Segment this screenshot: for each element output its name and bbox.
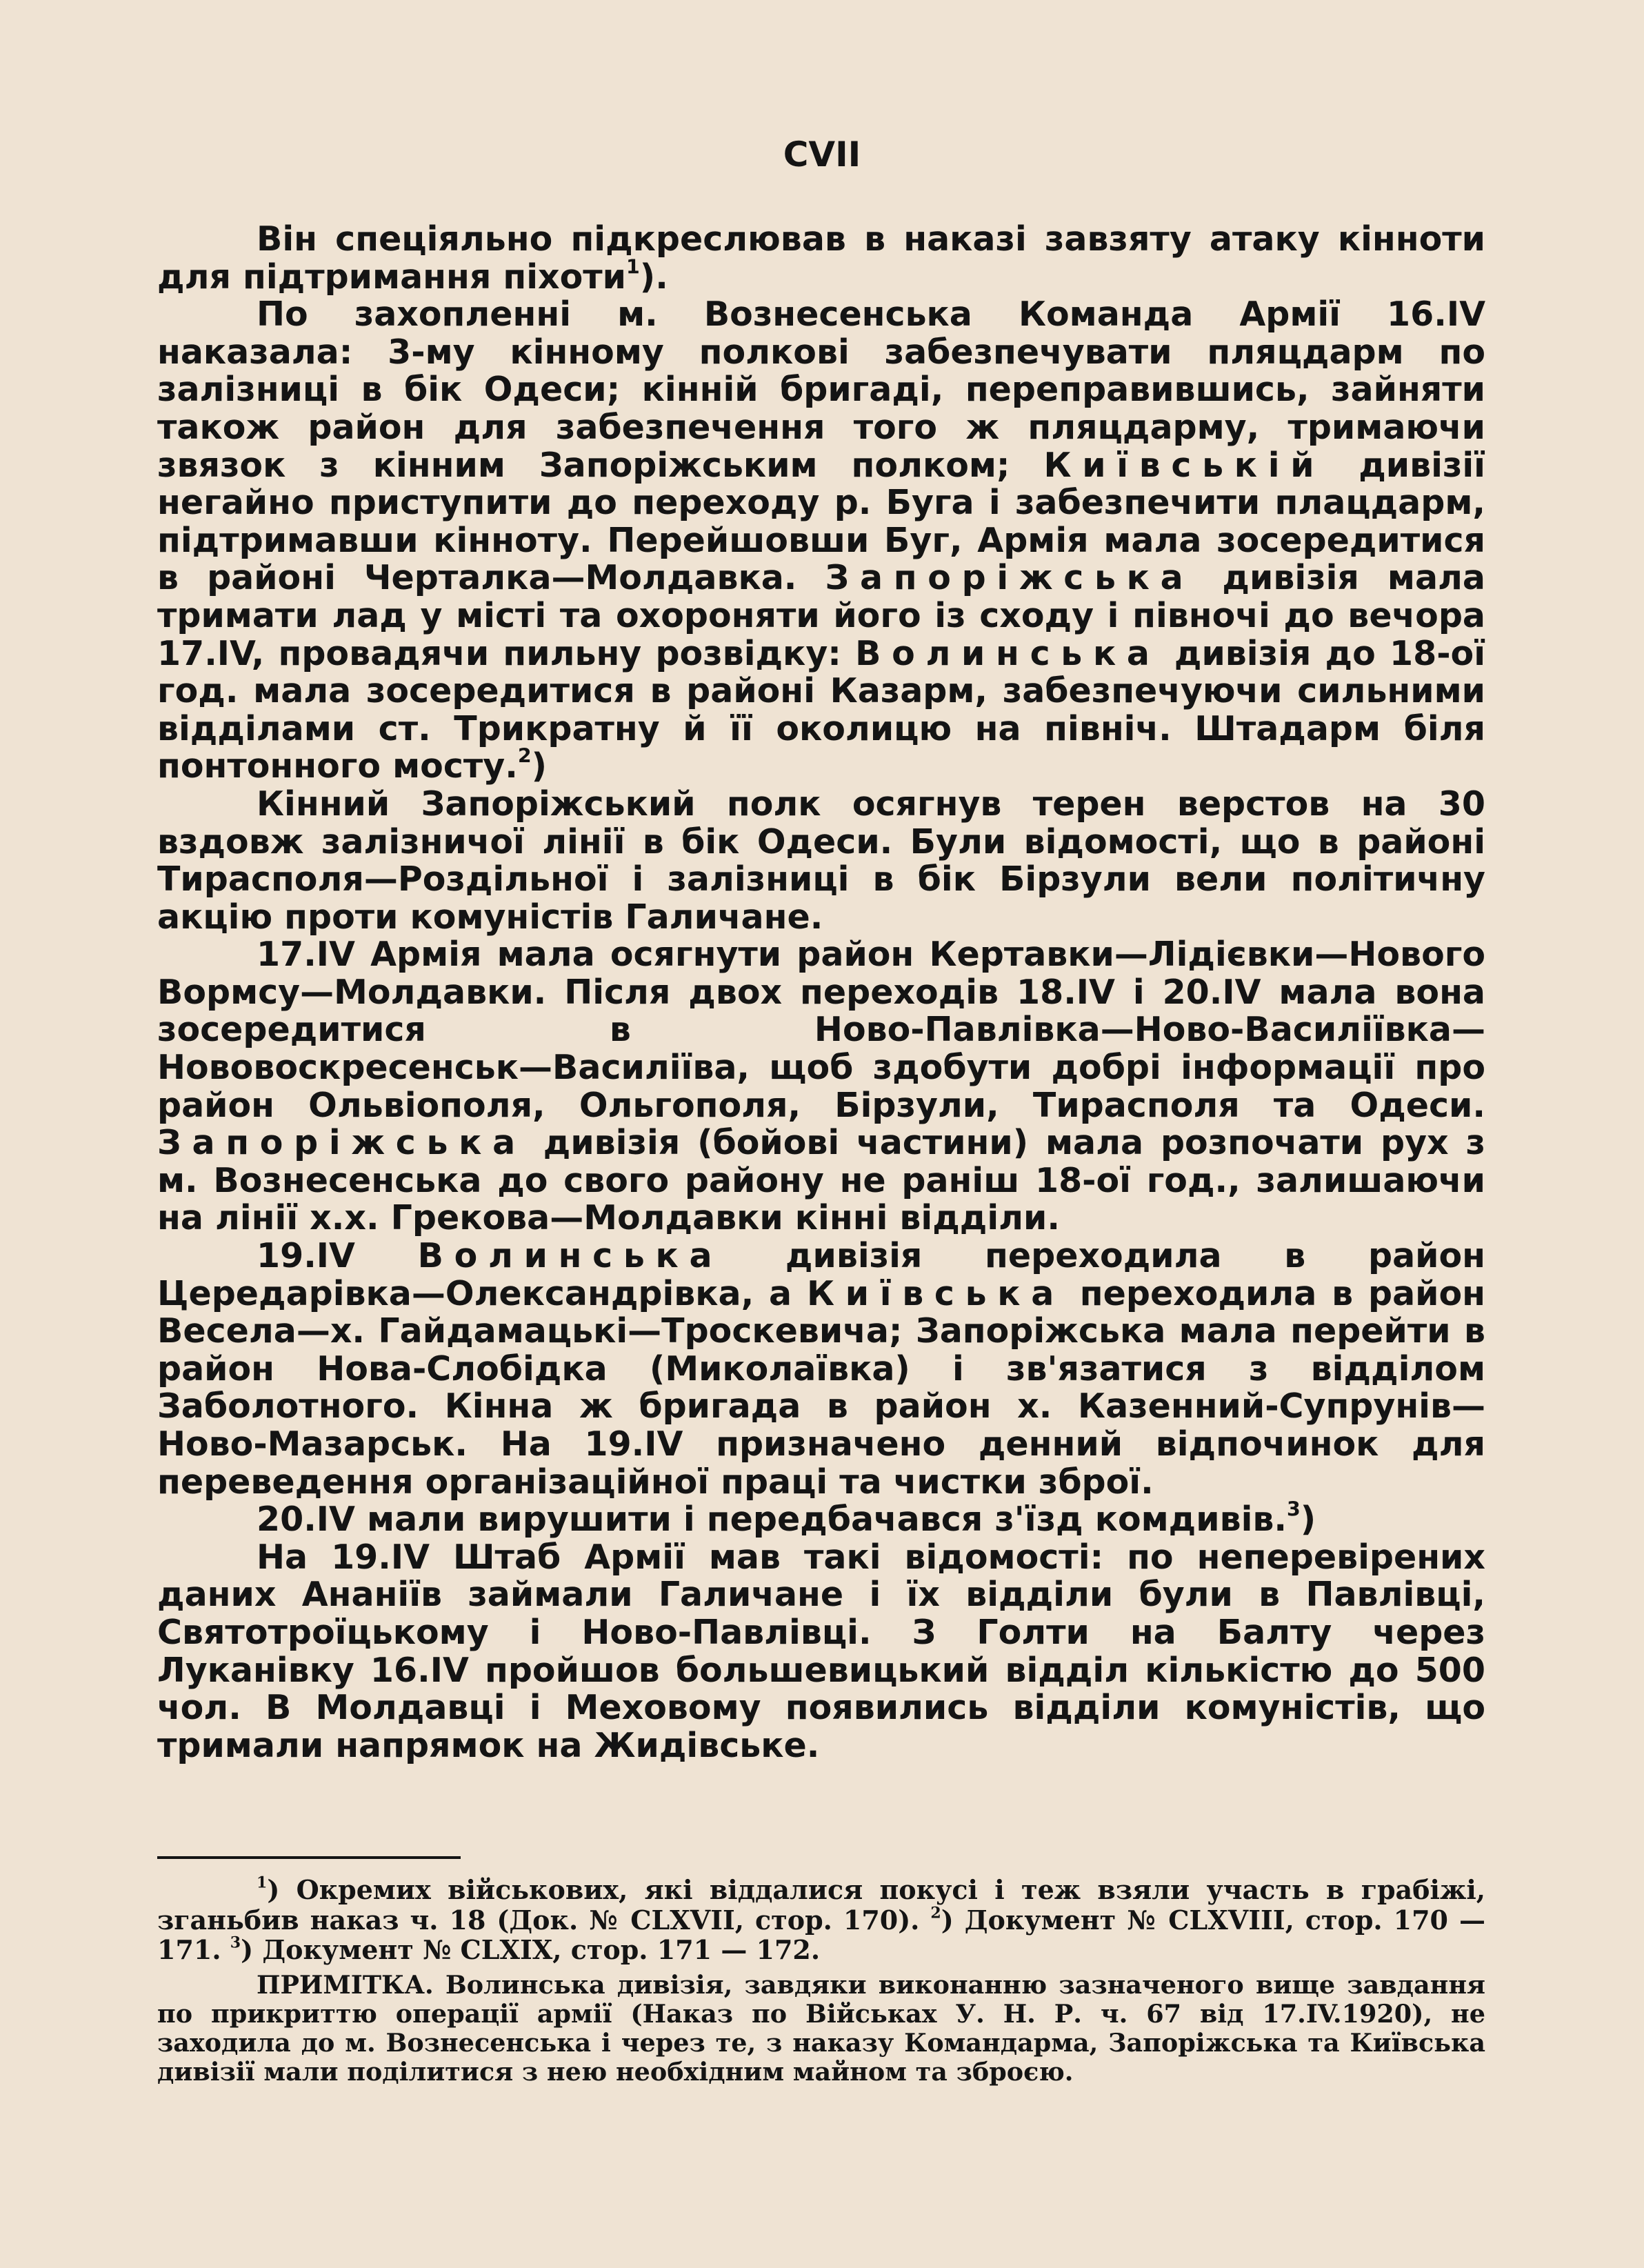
text-run: дивізії негайно приступити до переходу р. Буга і забезпечити плацдарм, підтримавши кінноту. Перейшовши Буг, Армія мала зосередитися в районі Черталка—Молдавка. bbox=[157, 445, 1485, 598]
paragraph-3: Кінний Запоріжський полк осягнув терен верстов на 30 вздовж залізничої лінії в бік Одеси. Були відомості, що в районі Тирасполя—Роздільної і залізниці в бік Бірзули вели політичну акцію проти комуністів Галичане. bbox=[157, 784, 1485, 937]
text-run: ). bbox=[639, 257, 668, 297]
page-number: CVII bbox=[783, 135, 861, 175]
spaced-emphasis: Запоріжська bbox=[157, 1123, 526, 1163]
spaced-emphasis: Запоріжська bbox=[825, 558, 1194, 598]
paragraph-4 bbox=[157, 936, 1485, 1237]
text-run: По захопленні м. Вознесенська Команда Армії 16.IV наказала: 3-му кінному полкові забезпечувати пляцдарм по залізниці в бік Одеси; кінній бригаді, переправившись, зайняти також район для забезпечення того ж пляцдарму, тримаючи звязок з кінним Запоріжським полком; bbox=[157, 295, 1485, 485]
footnote-marker-1: 1 bbox=[257, 1873, 268, 1892]
footnote-2: ) Документ № CLXVIII, стор. 170 — 171. bbox=[157, 1904, 1485, 1965]
footnote-3: ) Документ № CLXIX, стор. 171 — 172. bbox=[241, 1934, 821, 1965]
text-run: дивізія (бойові частини) мала розпочати рух з м. Вознесенська до свого району не раніш 18-ої год., залишаючи на лінії х.х. Грекова—Молдавки кінні відділи. bbox=[157, 1123, 1485, 1238]
paragraph-7: На 19.IV Штаб Армії мав такі відомості: по неперевірених даних Ананіїв займали Галичане і їх відділи були в Павлівці, Святотроїцькому і Ново-Павлівці. З Голти на Балту через Луканівку 16.IV пройшов большевицький відділ кількістю до 500 чол. В Молдавці і Меховому появились відділи комуністів, що тримали напрямок на Жидівське. bbox=[157, 1537, 1485, 1765]
footnote-marker-3: 3 bbox=[230, 1933, 241, 1952]
footnote-ref-1: 1 bbox=[626, 255, 640, 279]
text-run: 17.IV Армія мала осягнути район Кертавки—Лідієвки—Нового Вормсу—Молдавки. Після двох переходів 18.IV і 20.IV мала вона зосередитися в Ново-Павлівка—Ново-Василіївка—Нововоскресенськ—Василіїва, щоб здобути добрі інформації про район Ольвіополя, Ольгополя, Бірзули, Тирасполя та Одеси. bbox=[157, 935, 1485, 1125]
spaced-emphasis: Київська bbox=[806, 1273, 1065, 1313]
spaced-emphasis: Волинська bbox=[417, 1236, 723, 1276]
footnote-ref-3: 3 bbox=[1287, 1498, 1301, 1521]
text-run: дивізія переходила в район Цередарівка—Олександрівка, а bbox=[157, 1236, 1485, 1313]
text-run: 19.IV bbox=[257, 1236, 418, 1276]
text-run: переходила в район Весела—х. Гайдамацькі—Троскевича; Запоріжська мала перейти в район Нова-Слобідка (Миколаївка) і зв'язатися з відділом Заболотного. Кінна ж бригада в район х. Казенний-Супрунів—Ново-Мазарськ. На 19.IV призначено денний відпочинок для переведення організаційної праці та чистки зброї. bbox=[157, 1273, 1485, 1502]
footnote-1: ) Окремих військових, які віддалися покусі і теж взяли участь в грабіжі, зганьбив наказ ч. 18 (Док. № CLXVII, стор. 170). bbox=[157, 1874, 1485, 1936]
text-run: дивізія до 18-ої год. мала зосередитися в районі Казарм, забезпечуючи сильними відділами ст. Трикратну й її околицю на північ. Штадарм біля понтонного мосту. bbox=[157, 633, 1486, 786]
text-run: ) bbox=[1300, 1500, 1316, 1540]
text-run: 20.IV мали вирушити і передбачався з'їзд комдивів. bbox=[257, 1500, 1287, 1540]
main-text bbox=[157, 221, 1485, 1764]
paragraph-6 bbox=[157, 1498, 1485, 1540]
note: ПРИМІТКА. Волинська дивізія, завдяки виконанню зазначеного вище завдання по прикриттю операції армії (Наказ по Військах У. Н. Р. ч. 67 від 17.IV.1920), не заходила до м. Вознесенська і через те, з наказу Командарма, Запоріжська та Київська дивізії мали поділитися з нею необхідним майном та зброєю. bbox=[157, 1969, 1485, 2087]
footnote-list bbox=[157, 1875, 1485, 1965]
text-run: Він спеціяльно підкреслював в наказі завзяту атаку кінноти для підтримання піхоти bbox=[157, 219, 1485, 297]
paragraph-1 bbox=[157, 221, 1485, 296]
footnotes bbox=[157, 1875, 1485, 2087]
text-run: дивізія мала тримати лад у місті та охороняти його із сходу і півночі до вечора 17.IV, провадячи пильну розвідку: bbox=[157, 558, 1486, 673]
spaced-emphasis: Київській bbox=[1043, 445, 1325, 485]
footnote-marker-2: 2 bbox=[930, 1903, 941, 1922]
footnote-ref-2: 2 bbox=[517, 745, 532, 768]
spaced-emphasis: Волинська bbox=[855, 633, 1161, 673]
text-run: ) bbox=[531, 746, 548, 786]
footnote-divider bbox=[157, 1856, 461, 1859]
paragraph-5 bbox=[157, 1237, 1485, 1501]
paragraph-2 bbox=[157, 296, 1485, 786]
